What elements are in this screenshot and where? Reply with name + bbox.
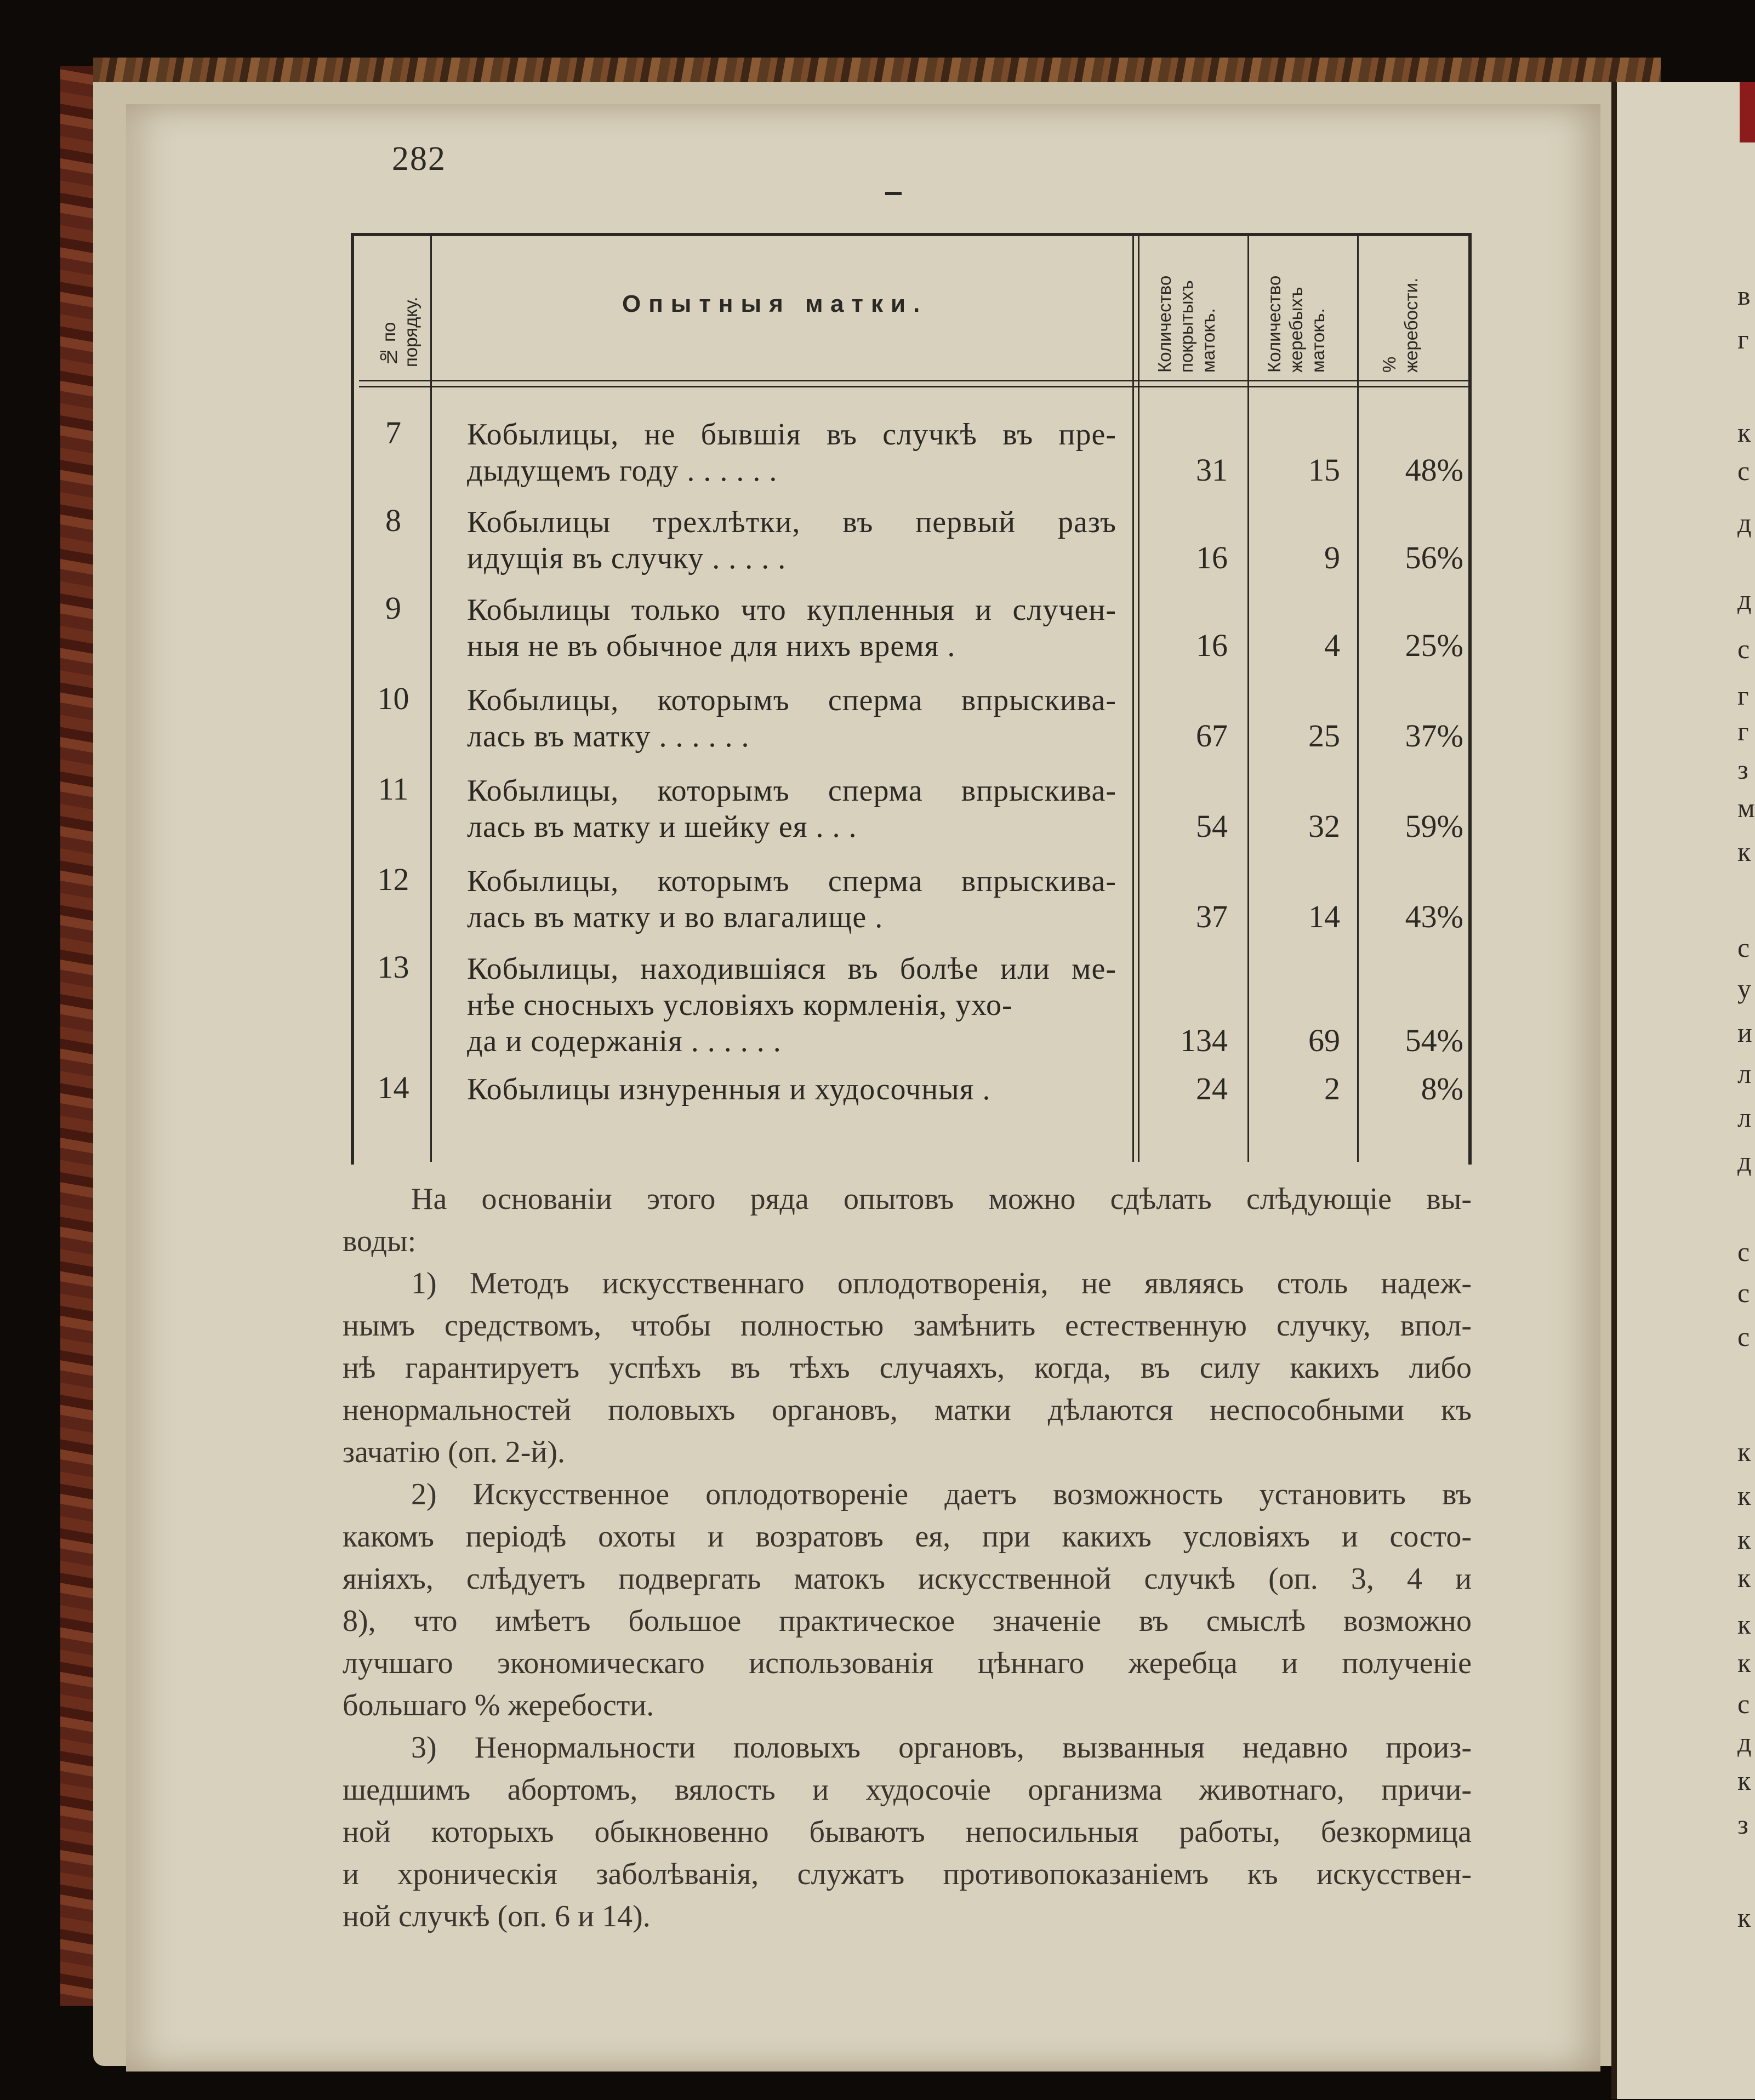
pregnancy-percent: 25% — [1405, 627, 1463, 663]
row-description — [467, 504, 1116, 577]
text-line: ной которыхъ обыкновенно бываютъ непосильныя работы, безкормица — [343, 1815, 1472, 1849]
pregnancy-percent: 56% — [1405, 540, 1463, 575]
row-number: 9 — [385, 590, 401, 626]
row-description — [467, 773, 1116, 845]
next-page-letter: с — [1737, 932, 1750, 963]
covered-count: 24 — [1196, 1071, 1228, 1106]
text-line: большаго % жеребости. — [343, 1688, 654, 1722]
pregnancy-percent: 59% — [1405, 808, 1463, 844]
text-line: воды: — [343, 1224, 417, 1258]
next-page-letter: с — [1737, 634, 1750, 664]
text-line: какомъ періодѣ охоты и возратовъ ея, при какихъ условіяхъ и состо- — [343, 1520, 1472, 1554]
pregnant-count: 14 — [1308, 899, 1340, 934]
text-line: и хроническія заболѣванія, служатъ противопоказаніемъ къ искусствен- — [343, 1857, 1472, 1891]
text-line: шедшимъ абортомъ, вялость и худосочіе организма животнаго, причи- — [343, 1773, 1472, 1807]
covered-count: 37 — [1196, 899, 1228, 934]
row-description — [467, 951, 1116, 1059]
text-line: На основаніи этого ряда опытовъ можно сдѣлать слѣдующіе вы- — [411, 1182, 1472, 1216]
row-description-line: Кобылицы, которымъ сперма впрыскива- — [467, 683, 1116, 717]
pregnant-count: 25 — [1308, 718, 1340, 754]
row-description — [467, 863, 1116, 935]
next-page-letter: г — [1737, 716, 1749, 746]
text-line: зачатію (оп. 2-й). — [343, 1435, 566, 1469]
header-pregnant-col: Количество жеребыхъ матокъ. — [1264, 275, 1328, 373]
row-description-line: да и содержанія . . . . . . — [467, 1024, 782, 1058]
row-description — [467, 416, 1116, 489]
covered-count: 31 — [1196, 452, 1228, 488]
next-page-letter: с — [1737, 1277, 1750, 1308]
table-col-divider — [1247, 236, 1249, 1162]
row-description-line: ныя не въ обычное для нихъ время . — [467, 629, 956, 663]
row-description — [467, 682, 1116, 755]
row-number: 12 — [377, 861, 409, 897]
row-description-line: Кобылицы, которымъ сперма впрыскива- — [467, 864, 1116, 898]
next-page-letter: к — [1737, 1436, 1751, 1467]
row-description-line: Кобылицы трехлѣтки, въ первый разъ — [467, 505, 1116, 539]
text-line: лучшаго экономическаго использованія цѣннаго жеребца и полученіе — [343, 1646, 1472, 1680]
row-description-line: дыдущемъ году . . . . . . — [467, 454, 778, 488]
conclusions-text — [343, 1178, 1472, 1938]
header-rule — [359, 380, 1472, 381]
pregnancy-percent: 48% — [1405, 452, 1463, 488]
next-page-letter: и — [1737, 1017, 1752, 1048]
next-page-letter: к — [1737, 1765, 1751, 1796]
text-line: яніяхъ, слѣдуетъ подвергать матокъ искусственной случкѣ (оп. 3, 4 и — [343, 1562, 1472, 1596]
text-line: нымъ средствомъ, чтобы полностью замѣнить естественную случку, впол- — [343, 1309, 1472, 1343]
row-description-line: Кобылицы, находившіяся въ болѣе или ме- — [467, 952, 1116, 986]
next-page-letter: у — [1737, 973, 1751, 1004]
pregnant-count: 4 — [1324, 627, 1340, 663]
bookmark-ribbon — [1740, 82, 1755, 142]
row-number: 14 — [377, 1070, 409, 1105]
pregnant-count: 9 — [1324, 540, 1340, 575]
text-line: 3) Ненормальности половыхъ органовъ, вызванныя недавно произ- — [411, 1731, 1472, 1765]
covered-count: 67 — [1196, 718, 1228, 754]
row-number: 11 — [378, 771, 409, 807]
covered-count: 54 — [1196, 808, 1228, 844]
next-page-letter: г — [1737, 680, 1749, 711]
row-number: 8 — [385, 503, 401, 538]
next-page-letter: в — [1737, 280, 1751, 311]
next-page-letter: м — [1737, 792, 1755, 823]
paragraph-3 — [343, 1727, 1472, 1938]
next-page-letter: к — [1737, 1524, 1751, 1555]
next-page-letter: к — [1737, 1647, 1751, 1678]
pregnant-count: 15 — [1308, 452, 1340, 488]
next-page-letter: л — [1737, 1058, 1751, 1089]
next-page-letter: д — [1737, 1727, 1752, 1757]
table-right-border — [1468, 233, 1472, 1165]
paragraph-intro — [343, 1178, 1472, 1263]
covered-count: 16 — [1196, 627, 1228, 663]
printer-mark — [885, 192, 902, 195]
next-page-letter: г — [1737, 324, 1749, 355]
next-page-letter: с — [1737, 1236, 1750, 1267]
row-description-line: лась въ матку . . . . . . — [467, 720, 750, 754]
text-line: ненормальностей половыхъ органовъ, матки дѣлаются неспособными къ — [343, 1393, 1472, 1427]
text-line: ной случкѣ (оп. 6 и 14). — [343, 1899, 651, 1933]
next-page-letter: д — [1737, 507, 1752, 538]
row-number: 13 — [377, 949, 409, 985]
pregnancy-percent: 43% — [1405, 899, 1463, 934]
row-description-line: нѣе сносныхъ условіяхъ кормленія, ухо- — [467, 988, 1013, 1022]
pregnant-count: 2 — [1324, 1071, 1340, 1106]
row-description — [467, 592, 1116, 664]
row-description — [467, 1071, 1116, 1108]
text-line: 1) Методъ искусственнаго оплодотворенія, не являясь столь надеж- — [411, 1266, 1472, 1300]
header-percent-col: % жеребости. — [1379, 277, 1421, 373]
row-description-line: лась въ матку и во влагалище . — [467, 900, 884, 934]
text-line: 2) Искусственное оплодотвореніе даетъ возможность установить въ — [411, 1477, 1472, 1511]
next-page-letter: с — [1737, 1688, 1750, 1719]
header-num-col: № по порядку. — [379, 296, 421, 367]
covered-count: 16 — [1196, 540, 1228, 575]
paragraph-2 — [343, 1474, 1472, 1727]
table-col-divider — [430, 236, 432, 1162]
row-description-line: Кобылицы, не бывшія въ случкѣ въ пре- — [467, 418, 1116, 452]
next-page-letter: к — [1737, 1609, 1751, 1640]
next-page-letter: к — [1737, 417, 1751, 448]
table-col-divider — [1132, 236, 1134, 1162]
row-description-line: идущія въ случку . . . . . — [467, 541, 787, 575]
next-page-letter: д — [1737, 584, 1752, 615]
row-description-line: Кобылицы, которымъ сперма впрыскива- — [467, 774, 1116, 808]
paragraph-1 — [343, 1263, 1472, 1474]
next-page-letter: с — [1737, 455, 1750, 486]
pregnant-count: 69 — [1308, 1023, 1340, 1058]
pregnancy-percent: 8% — [1421, 1071, 1463, 1106]
text-line: 8), что имѣетъ большое практическое значеніе въ смыслѣ возможно — [343, 1604, 1472, 1638]
next-page-letter: к — [1737, 1562, 1751, 1593]
next-page-edge — [1611, 82, 1755, 2099]
row-description-line: Кобылицы только что купленныя и случен- — [467, 593, 1116, 627]
table-col-divider — [1138, 236, 1139, 1162]
next-page-letter: к — [1737, 836, 1751, 867]
next-page-letter: з — [1737, 1809, 1748, 1840]
next-page-letter: к — [1737, 1902, 1751, 1933]
next-page-letter: д — [1737, 1146, 1752, 1177]
page-number: 282 — [392, 140, 446, 178]
pregnancy-percent: 54% — [1405, 1023, 1463, 1058]
row-description-line: Кобылицы изнуренныя и худосочныя . — [467, 1072, 991, 1106]
row-number: 7 — [385, 415, 401, 450]
next-page-letter: к — [1737, 1480, 1751, 1511]
row-number: 10 — [377, 681, 409, 716]
header-main-col: Опытныя матки. — [622, 290, 928, 317]
table-left-border — [351, 233, 354, 1165]
next-page-letter: л — [1737, 1102, 1751, 1133]
covered-count: 134 — [1180, 1023, 1228, 1058]
pregnant-count: 32 — [1308, 808, 1340, 844]
table-col-divider — [1357, 236, 1359, 1162]
pregnancy-percent: 37% — [1405, 718, 1463, 754]
next-page-letter: с — [1737, 1321, 1750, 1352]
header-covered-col: Количество покрытыхъ матокъ. — [1154, 275, 1218, 373]
next-page-letter: з — [1737, 754, 1748, 785]
header-rule — [359, 386, 1472, 387]
text-line: нѣ гарантируетъ успѣхъ въ тѣхъ случаяхъ, когда, въ силу какихъ либо — [343, 1351, 1472, 1385]
row-description-line: лась въ матку и шейку ея . . . — [467, 810, 857, 844]
